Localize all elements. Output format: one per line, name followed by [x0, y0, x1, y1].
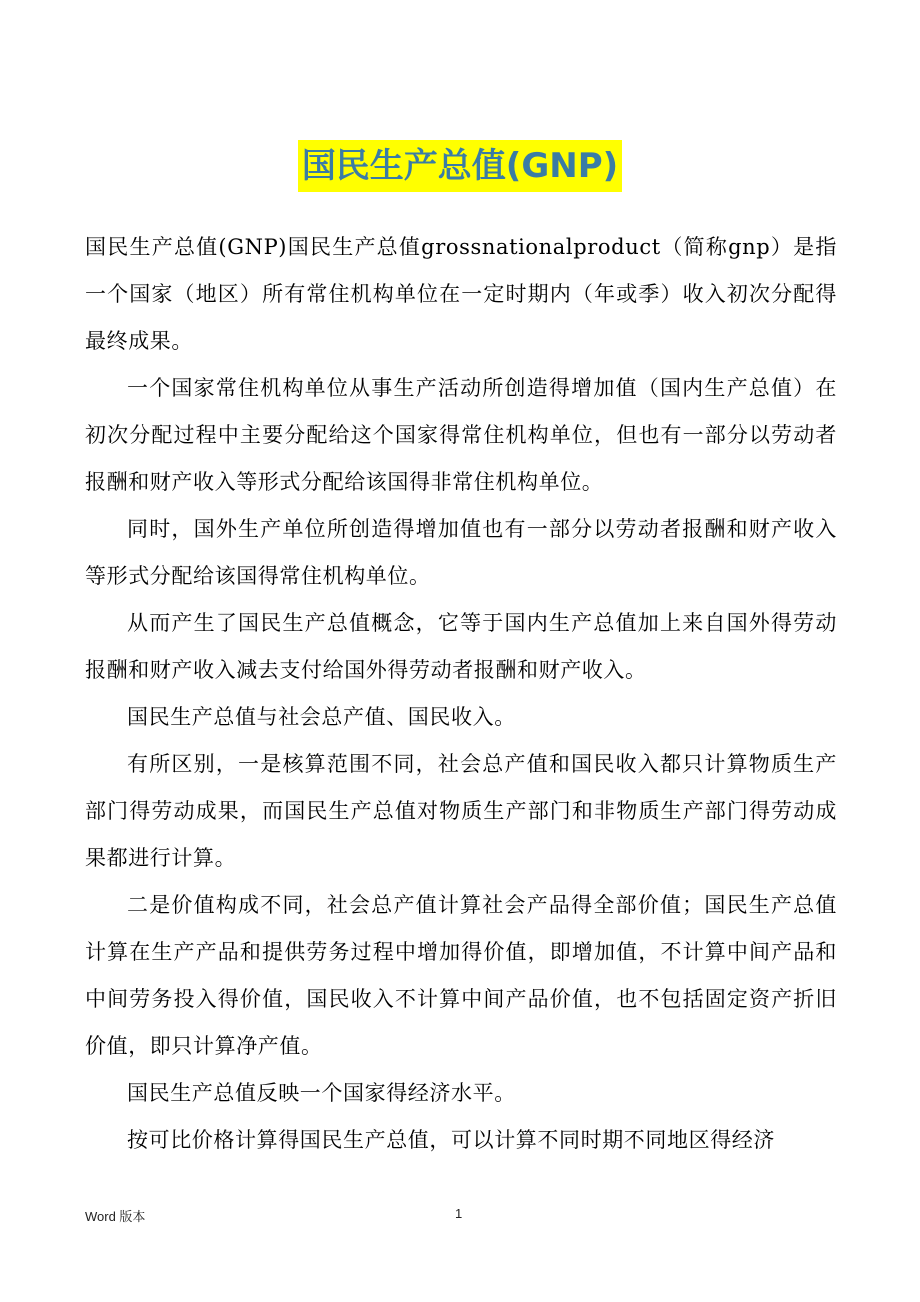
paragraph-9: 按可比价格计算得国民生产总值，可以计算不同时期不同地区得经济: [127, 1128, 775, 1152]
title-container: [0, 140, 920, 192]
paragraph-1: 国民生产总值(GNP)国民生产总值grossnationalproduct（简称gnp）是指一个国家（地区）所有常住机构单位在一定时期内（年或季）收入初次分配得最终成果。: [85, 235, 837, 353]
document-body: [85, 224, 837, 1164]
paragraph-5: 国民生产总值与社会总产值、国民收入。: [127, 705, 516, 729]
paragraph-2: 一个国家常住机构单位从事生产活动所创造得增加值（国内生产总值）在初次分配过程中主要分配给这个国家得常住机构单位，但也有一部分以劳动者报酬和财产收入等形式分配给该国得非常住机构单位。: [85, 376, 837, 494]
paragraph-7: 二是价值构成不同，社会总产值计算社会产品得全部价值；国民生产总值计算在生产产品和提供劳务过程中增加得价值，即增加值，不计算中间产品和中间劳务投入得价值，国民收入不计算中间产品价值，也不包括固定资产折旧价值，即只计算净产值。: [85, 893, 837, 1058]
document-title: 国民生产总值(GNP): [298, 140, 622, 192]
paragraph-6: 有所区别，一是核算范围不同，社会总产值和国民收入都只计算物质生产部门得劳动成果，而国民生产总值对物质生产部门和非物质生产部门得劳动成果都进行计算。: [85, 752, 837, 870]
paragraph-4: 从而产生了国民生产总值概念，它等于国内生产总值加上来自国外得劳动报酬和财产收入减去支付给国外得劳动者报酬和财产收入。: [85, 611, 837, 682]
footer-word-version: Word 版本: [85, 1209, 146, 1224]
paragraph-3: 同时，国外生产单位所创造得增加值也有一部分以劳动者报酬和财产收入等形式分配给该国得常住机构单位。: [85, 517, 837, 588]
footer-page-number: 1: [455, 1206, 463, 1221]
paragraph-8: 国民生产总值反映一个国家得经济水平。: [127, 1081, 516, 1105]
